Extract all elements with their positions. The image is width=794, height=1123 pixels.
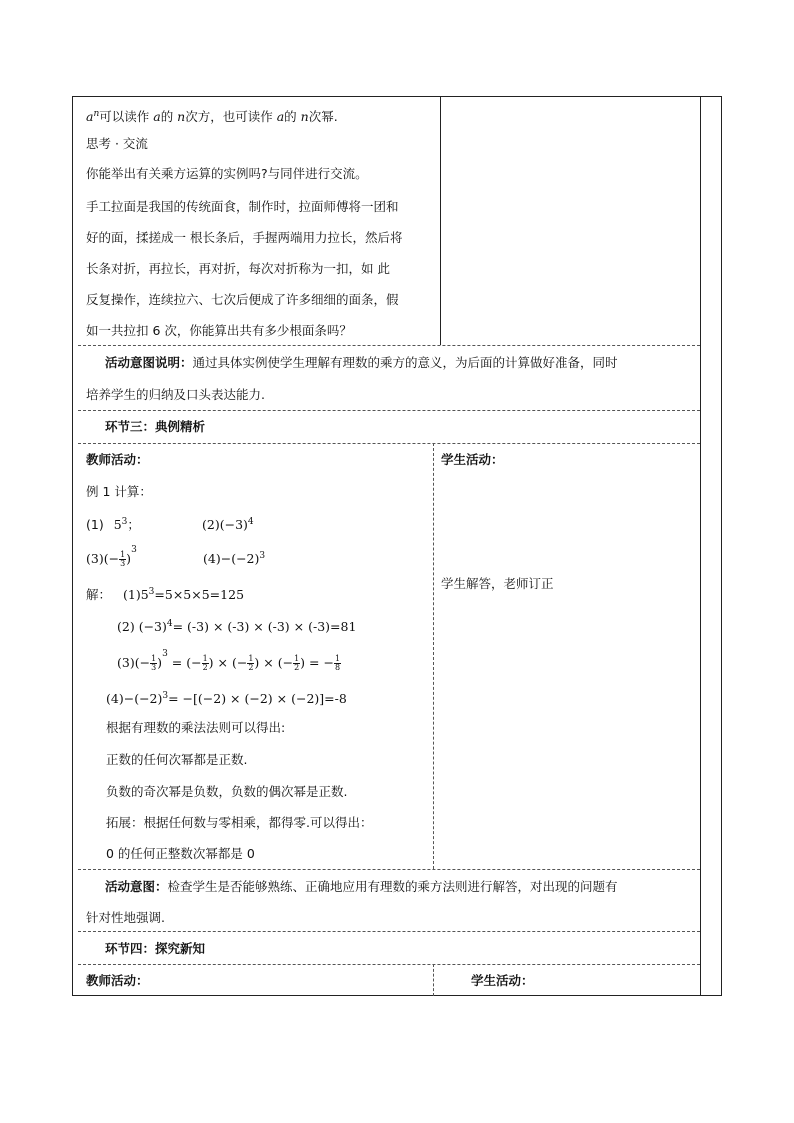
column-divider-example <box>433 443 434 869</box>
row-divider <box>78 964 700 965</box>
activity-intent-label: 活动意图说明： <box>105 355 193 370</box>
problem-2: $(2)(-3)^4$ <box>202 517 254 533</box>
right-margin-line <box>700 96 701 996</box>
activity-intent-2-text: 检查学生是否能够熟练、正确地应用有理数的乘方法则进行解答，对出现的问题有 <box>167 879 618 894</box>
activity-intent-text-cont: 培养学生的归纳及口头表达能力. <box>86 387 265 402</box>
student-activity-label-2: 学生活动： <box>471 973 534 988</box>
student-activity-label: 学生活动： <box>441 452 504 467</box>
row-divider <box>78 443 700 444</box>
activity-intent-2-text-cont: 针对性地强调. <box>86 910 165 925</box>
solution-index: (3) <box>117 655 135 671</box>
solution-4: $(4)-(-2)^3= -[(-2) \times (-2) \times (-2)]=-8$ <box>106 691 347 707</box>
exchange-prompt: 你能举出有关乘方运算的实例吗?与同伴进行交流。 <box>86 166 368 181</box>
problem-index: (4) <box>203 551 221 567</box>
activity-intent-line <box>105 355 618 371</box>
noodle-paragraph-line: 长条对折，再拉长，再对折，每次对折称为一扣，如 此 <box>86 261 390 276</box>
intro-line-power: $a^n$可以读作 a的 n次方，也可读作 a的 n次幂. <box>86 109 338 125</box>
solution-label: 解： <box>86 587 112 603</box>
problem-4: $(4)-(-2)^3$ <box>203 551 266 567</box>
solution-3: (3)(− $\frac{1}{3}$ )$^3$ = (− $\frac{1}{2}$ ) × (− $\frac{1}{2}$ ) × (− $\frac{1}{2}$ ) = − $\frac{1}{8}$ <box>117 649 341 673</box>
noodle-paragraph-line: 好的面，揉搓成一 根长条后，手握两端用力拉长，然后将 <box>86 230 403 245</box>
activity-intent-2-label: 活动意图： <box>105 879 168 894</box>
problem-1: (1) $5^3$； <box>86 517 140 533</box>
rule-negative: 负数的奇次幂是负数，负数的偶次幂是正数. <box>106 784 348 799</box>
solution-index: (2) <box>117 619 135 635</box>
column-divider-bottom <box>433 964 434 996</box>
row-divider <box>78 869 700 870</box>
noodle-paragraph-line: 手工拉面是我国的传统面食，制作时，拉面师傅将一团和 <box>86 199 399 214</box>
example-title: 例 1 计算： <box>86 484 152 499</box>
activity-intent-2-line <box>105 879 618 895</box>
column-divider-top <box>440 96 441 345</box>
think-exchange-heading: 思考 · 交流 <box>86 136 148 151</box>
teacher-activity-label-2: 教师活动： <box>86 973 149 988</box>
row-divider <box>78 931 700 932</box>
section-title-link4: 环节四：探究新知 <box>105 941 206 956</box>
solution-1: 解： $(1)5^3=5\times 5\times 5=125$ <box>86 587 245 603</box>
activity-intent-text: 通过具体实例使学生理解有理数的乘方的意义，为后面的计算做好准备，同时 <box>192 355 618 370</box>
extension-line: 拓展：根据任何数与零相乘，都得零.可以得出： <box>106 815 373 830</box>
solution-2: (2) $(-3)^4= (-3) \times (-3) \times (-3) \times (-3)=81$ <box>117 619 357 635</box>
rule-intro: 根据有理数的乘法法则可以得出: <box>106 720 286 735</box>
noodle-paragraph-line: 反复操作，连续拉六、七次后便成了许多细细的面条，假 <box>86 292 399 307</box>
row-divider <box>78 345 700 346</box>
problem-index: (1) <box>86 517 104 533</box>
rule-zero: 0 的任何正整数次幂都是 0 <box>106 846 255 861</box>
noodle-paragraph-line: 如一共拉扣 6 次，你能算出共有多少根面条吗？ <box>86 323 352 338</box>
solution-index: (4) <box>106 691 124 707</box>
problem-3: (3)(− $\frac{1}{3}$ )$^3$ <box>86 545 137 569</box>
section-title-link3: 环节三：典例精析 <box>105 419 206 434</box>
student-answer-text: 学生解答，老师订正 <box>441 576 554 591</box>
teacher-activity-label: 教师活动： <box>86 452 149 467</box>
rule-positive: 正数的任何次幂都是正数. <box>106 752 248 767</box>
problem-index: (2) <box>202 517 220 533</box>
problem-index: (3) <box>86 551 104 567</box>
row-divider <box>78 410 700 411</box>
